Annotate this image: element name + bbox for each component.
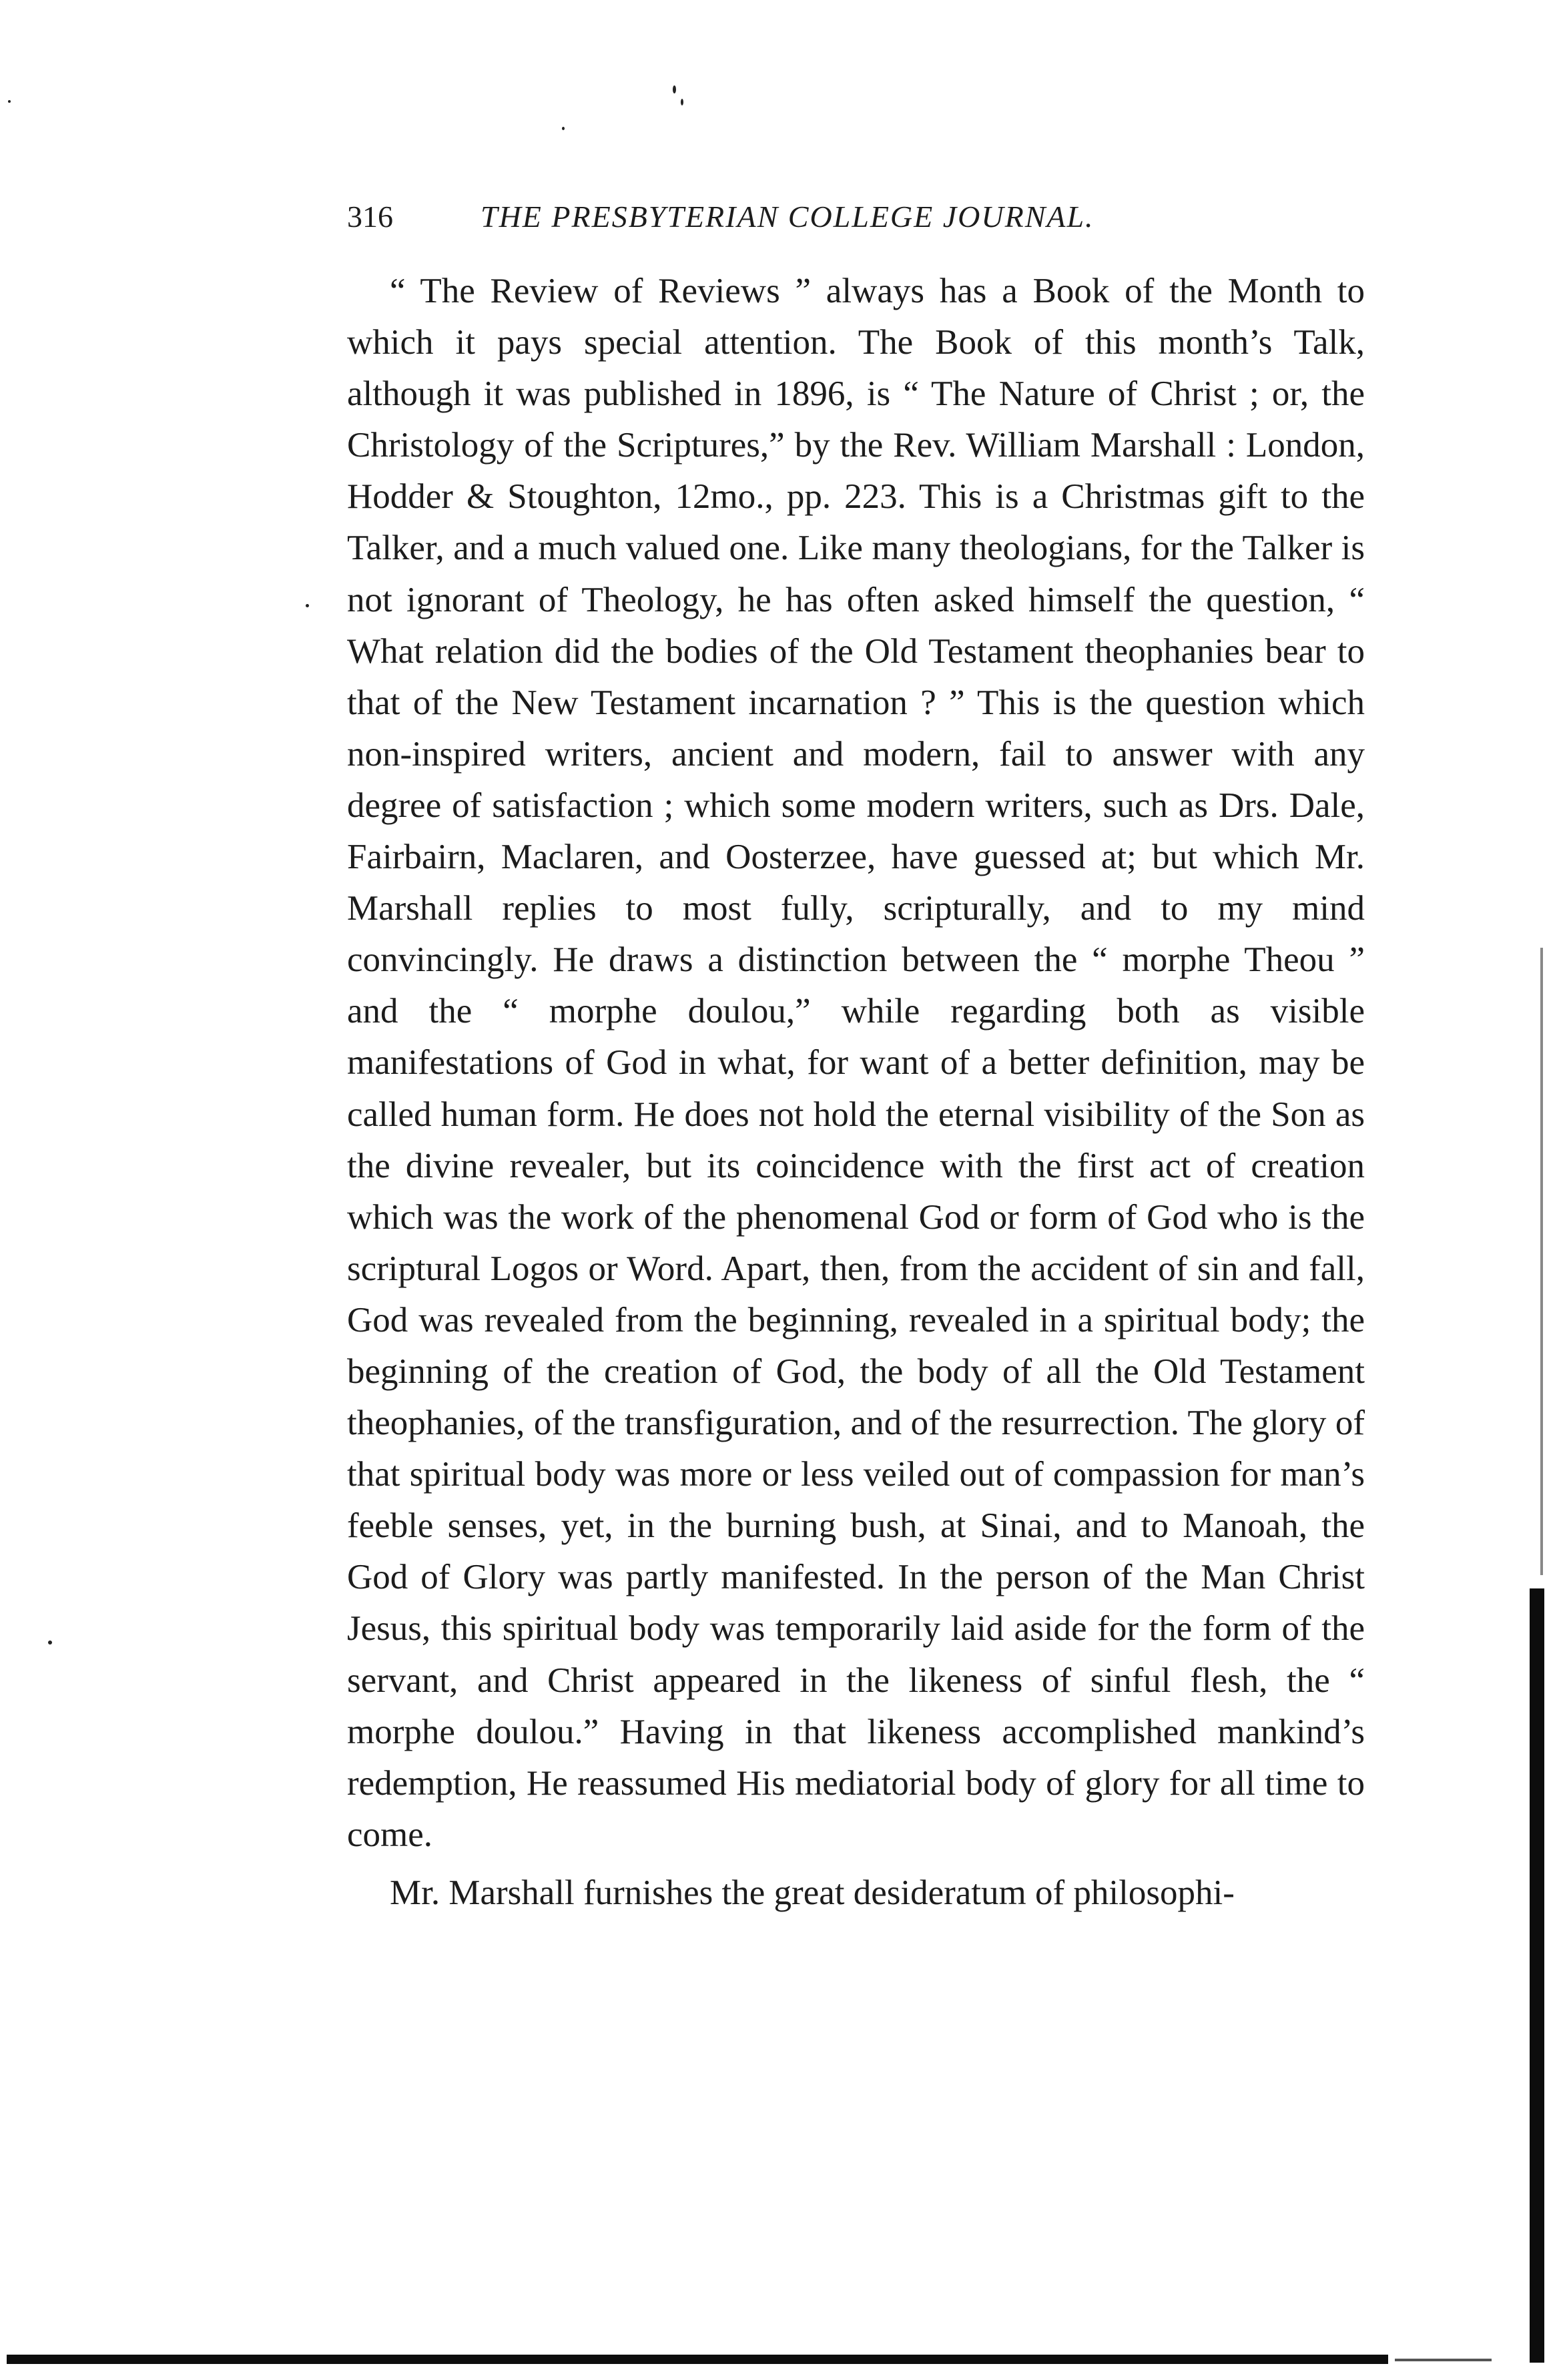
page-header xyxy=(347,190,1375,244)
running-title: THE PRESBYTERIAN COLLEGE JOURNAL. xyxy=(481,200,1094,234)
scan-speck xyxy=(306,604,309,607)
paragraph-review-of-reviews: “ The Review of Reviews ” always has a Book of the Month to which it pays special attention. The Book of this month’s Talk, although it was published in 1896, is “ The Nature of Christ ; or, the Christology of the Scriptures,” by the Rev. William Marshall : London, Hodder & Stoughton, 12mo., pp. 223. This is a Christmas gift to the Talker, and a much valued one. Like many theologians, for the Talker is not ignorant of Theology, he has often asked himself the question, “ What relation did the bodies of the Old Testament theophanies bear to that of the New Testament incarnation ? ” This is the question which non-inspired writers, ancient and modern, fail to answer with any degree of satisfaction ; which some modern writers, such as Drs. Dale, Fairbairn, Maclaren, and Oosterzee, have guessed at; but which Mr. Marshall replies to most fully, scripturally, and to my mind convincingly. He draws a distinction between the “ morphe Theou ” and the “ morphe doulou,” while regarding both as visible manifestations of God in what, for want of a better definition, may be called human form. He does not hold the eternal visibility of the Son as the divine revealer, but its coincidence with the first act of creation which was the work of the phenomenal God or form of God who is the scriptural Logos or Word. Apart, then, from the accident of sin and fall, God was revealed from the beginning, revealed in a spiritual body; the beginning of the creation of God, the body of all the Old Testament theophanies, of the transfiguration, and of the resurrection. The glory of that spiritual body was more or less veiled out of compassion for man’s feeble senses, yet, in the burning bush, at Sinai, and to Manoah, the God of Glory was partly manifested. In the person of the Man Christ Jesus, this spiritual body was temporarily laid aside for the form of the servant, and Christ appeared in the likeness of sinful flesh, the “ morphe doulou.” Having in that likeness accomplished mankind’s redemption, He reassumed His mediatorial body of glory for all time to come. xyxy=(347,272,1365,1854)
scan-speck xyxy=(562,127,565,130)
scan-speck xyxy=(8,100,11,103)
scan-right-edge xyxy=(1530,1588,1544,2363)
paragraph-marshall-desideratum: Mr. Marshall furnishes the great desideratum of philosophi- xyxy=(390,1873,1235,1912)
scan-bottom-edge xyxy=(7,2355,1388,2364)
scan-speck xyxy=(681,99,683,105)
scan-right-edge-faint xyxy=(1540,948,1543,1575)
body-text xyxy=(347,266,1365,1919)
scan-speck xyxy=(673,85,676,93)
scan-speck xyxy=(48,1641,52,1645)
scan-bottom-edge-tail xyxy=(1395,2359,1492,2361)
page-number: 316 xyxy=(347,200,393,234)
